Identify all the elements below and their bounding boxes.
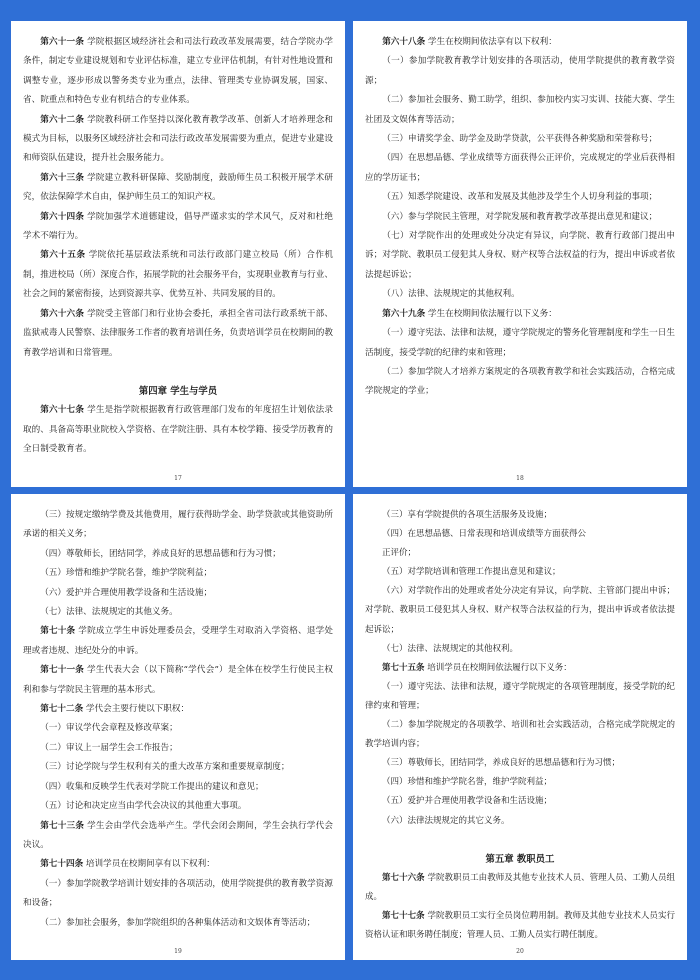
page-number: 19: [174, 948, 182, 955]
clause-paragraph: （四）尊敬师长，团结同学，养成良好的思想品德和行为习惯；: [40, 548, 281, 559]
clause-paragraph: （一）审议学代会章程及修改草案；: [40, 723, 178, 734]
article-paragraph: [23, 855, 333, 874]
article-paragraph: [365, 659, 675, 678]
clause-paragraph: （四）收集和反映学生代表对学院工作提出的建议和意见；: [40, 781, 264, 792]
clause-paragraph: （一）遵守宪法、法律和法规，遵守学院规定的各项管理制度，接受学院的纪律约束和管理；: [365, 681, 675, 711]
clause-paragraph: （一）遵守宪法、法律和法规，遵守学院规定的警务化管理制度和学生一日生活制度，接受学院的纪律约束和管理；: [365, 328, 675, 358]
article-number: 第六十三条: [40, 172, 85, 183]
page-content: [23, 33, 333, 460]
clause-paragraph: （七）法律、法规规定的其他权利。: [382, 643, 519, 654]
clause-paragraph: （三）尊敬师长，团结同学，养成良好的思想品德和行为习惯；: [382, 758, 621, 769]
article-paragraph: [23, 208, 333, 247]
article-number: 第七十二条: [40, 704, 84, 715]
clause-paragraph: （三）申请奖学金、助学金及助学贷款，公平获得各种奖励和荣誉称号；: [382, 134, 658, 145]
clause-paragraph: （七）法律、法规规定的其他义务。: [40, 607, 178, 618]
article-text: 学院教科研工作坚持以深化教育教学改革、创新人才培养理念和模式为目标，以服务区域经济社会和司法行政改革发展需要为重点，促进专业建设和师资队伍建设，提升社会服务能力。: [23, 114, 333, 164]
clause-paragraph: （四）在思想品德、日常表现和培训成绩等方面获得公: [382, 529, 587, 540]
article-paragraph: [23, 661, 333, 700]
article-text: 学生会由学代会选举产生。学代会闭会期间，学生会执行学代会决议。: [23, 820, 333, 850]
clause-paragraph: （二）参加学院人才培养方案规定的各项教育教学和社会实践活动，合格完成学院规定的学业；: [365, 366, 675, 397]
article-paragraph: [365, 869, 675, 907]
article-text: 学院依托基层政法系统和司法行政部门建立校局（所）合作机制，推进校局（所）深度合作，拓展学院的社会服务平台，实现职业教育与行业、社会之间的紧密衔接，达到资源共享、优势互补、共同发展的目的。: [23, 250, 333, 300]
article-text: 学院加强学术道德建设，倡导严谨求实的学术风气，反对和杜绝学术不端行为。: [23, 211, 333, 242]
article-number: 第六十六条: [40, 308, 85, 319]
document-page-18: [353, 21, 687, 487]
section-gap: [23, 363, 333, 382]
article-number: 第六十九条: [382, 308, 426, 319]
page-content: [23, 506, 333, 933]
clause-paragraph: （八）法律、法规规定的其他权利。: [382, 289, 520, 300]
article-paragraph: [23, 401, 333, 459]
article-text: 学院建立教科研保障、奖励制度，鼓励师生员工积极开展学术研究，依法保障学术自由，保护师生员工的知识产权。: [23, 172, 333, 203]
chapter-heading: 第四章 学生与学员: [138, 385, 218, 397]
clause-paragraph: （六）爱护并合理使用教学设备和生活设施；: [40, 587, 213, 598]
article-number: 第七十条: [40, 626, 76, 637]
article-text: 学院教职员工由教师及其他专业技术人员、管理人员、工勤人员组成。: [365, 872, 675, 902]
article-paragraph: [23, 246, 333, 304]
article-paragraph: [23, 817, 333, 856]
clause-paragraph: （五）珍惜和维护学院名誉，维护学院利益；: [40, 568, 213, 579]
article-paragraph: [365, 33, 675, 52]
article-paragraph: [23, 305, 333, 363]
article-number: 第七十一条: [40, 665, 85, 676]
article-paragraph: [23, 33, 333, 111]
article-text: 培训学员在校期间享有以下权利：: [85, 859, 215, 870]
clause-paragraph: （三）享有学院提供的各项生活服务及设施；: [382, 510, 553, 520]
clause-paragraph: （五）爱护并合理使用教学设备和生活设施；: [382, 796, 553, 807]
clause-paragraph: （三）按规定缴纳学费及其他费用，履行获得助学金、助学贷款或其他资助所承诺的相关义务；: [23, 510, 333, 540]
article-number: 第七十四条: [40, 859, 84, 870]
clause-paragraph: （四）珍惜和维护学院名誉，维护学院利益；: [382, 777, 553, 788]
article-text: 学生是指学院根据教育行政管理部门发布的年度招生计划依法录取的、具备高等职业院校入学资格、在学院注册、具有本校学籍、接受学历教育的全日制受教育者。: [23, 405, 333, 455]
clause-paragraph: （五）对学院培训和管理工作提出意见和建议；: [382, 567, 561, 578]
article-text: 学院根据区域经济社会和司法行政改革发展需要，结合学院办学条件，制定专业建设规划和专业评估标准，建立专业评估机制，有针对性地设置和调整专业，逐步形成以警务类专业为重点，法律、管理类专业协调发展，国家、省、院重点和特色专业有机结合的专业体系。: [23, 37, 333, 106]
clause-paragraph: （六）参与学院民主管理，对学院发展和教育教学改革提出意见和建议；: [382, 211, 658, 222]
article-number: 第七十五条: [382, 662, 425, 673]
clause-paragraph: （七）对学院作出的处理或处分决定有异议，向学院、教育行政部门提出申诉；对学院、教职员工侵犯其人身权、财产权等合法权益的行为，提出申诉或者依法提起诉讼；: [365, 231, 675, 280]
clause-paragraph: （五）知悉学院建设、改革和发展及其他涉及学生个人切身利益的事项；: [382, 192, 658, 203]
clause-paragraph: （四）在思想品德、学业成绩等方面获得公正评价，完成规定的学业后获得相应的学历证书；: [365, 153, 675, 183]
article-number: 第七十七条: [382, 910, 425, 921]
article-paragraph: [23, 111, 333, 169]
section-gap: [365, 831, 675, 850]
article-text: 学生在校期间依法履行以下义务：: [427, 308, 557, 319]
article-number: 第六十五条: [40, 250, 86, 261]
article-text: 学生在校期间依法享有以下权利：: [427, 37, 557, 47]
clause-paragraph: （二）审议上一届学生会工作报告；: [40, 742, 178, 753]
article-text: 培训学员在校期间依法履行以下义务：: [427, 662, 572, 673]
article-paragraph: [365, 907, 675, 945]
page-number: 18: [516, 475, 524, 482]
article-number: 第六十二条: [40, 114, 85, 125]
page-content: [365, 33, 675, 402]
article-paragraph: [365, 305, 675, 324]
article-text: 学生代表大会（以下简称“学代会”）是全体在校学生行使民主权利和参与学院民主管理的基本形式。: [23, 665, 333, 695]
clause-paragraph: （一）参加学院教育教学计划安排的各项活动，使用学院提供的教育教学资源；: [365, 56, 675, 86]
page-number: 17: [174, 475, 182, 482]
clause-paragraph: （二）参加社会服务，参加学院组织的各种集体活动和文娱体育等活动；: [40, 917, 316, 928]
clause-paragraph: （六）对学院作出的处理或者处分决定有异议，向学院、主管部门提出申诉；对学院、教职员工侵犯其人身权、财产权等合法权益的行为，提出申诉或者依法提起诉讼；: [365, 586, 675, 635]
clause-paragraph: （六）法律法规规定的其它义务。: [382, 815, 510, 826]
article-number: 第七十三条: [40, 820, 85, 831]
article-number: 第六十四条: [40, 211, 85, 222]
article-paragraph: [23, 700, 333, 719]
article-number: 第六十七条: [40, 405, 85, 416]
article-number: 第六十八条: [382, 37, 426, 47]
document-page-19: [11, 494, 345, 960]
chapter-heading: 第五章 教职员工: [485, 853, 555, 865]
document-page-17: [11, 21, 345, 487]
article-number: 第七十六条: [382, 872, 425, 883]
clause-paragraph: 正评价；: [382, 548, 417, 559]
clause-paragraph: （二）参加学院规定的各项教学、培训和社会实践活动，合格完成学院规定的教学培训内容；: [365, 720, 675, 750]
article-text: 学代会主要行使以下职权：: [85, 704, 190, 715]
article-number: 第六十一条: [40, 37, 85, 47]
clause-paragraph: （一）参加学院教学培训计划安排的各项活动，使用学院提供的教育教学资源和设备；: [23, 878, 333, 909]
document-page-20: [353, 494, 687, 960]
article-text: 学院教职员工实行全员岗位聘用制。教师及其他专业技术人员实行资格认证和职务聘任制度；管理人员、工勤人员实行聘任制度。: [365, 910, 675, 940]
article-paragraph: [23, 622, 333, 661]
clause-paragraph: （五）讨论和决定应当由学代会决议的其他重大事项。: [40, 801, 247, 812]
page-number: 20: [516, 948, 524, 955]
clause-paragraph: （二）参加社会服务、勤工助学，组织、参加校内实习实训、技能大赛、学生社团及文娱体育等活动；: [365, 95, 675, 125]
clause-paragraph: （三）讨论学院与学生权利有关的重大改革方案和重要规章制度；: [40, 762, 290, 773]
article-text: 学院受主管部门和行业协会委托，承担全省司法行政系统干部、监狱戒毒人民警察、法律服务工作者的教育培训任务，负责培训学员在校期间的教育教学培训和日常管理。: [23, 308, 333, 358]
article-text: 学院成立学生申诉处理委员会，受理学生对取消入学资格、退学处理或者违规、违纪处分的申诉。: [23, 626, 333, 656]
page-content: [365, 506, 675, 945]
article-paragraph: [23, 169, 333, 208]
